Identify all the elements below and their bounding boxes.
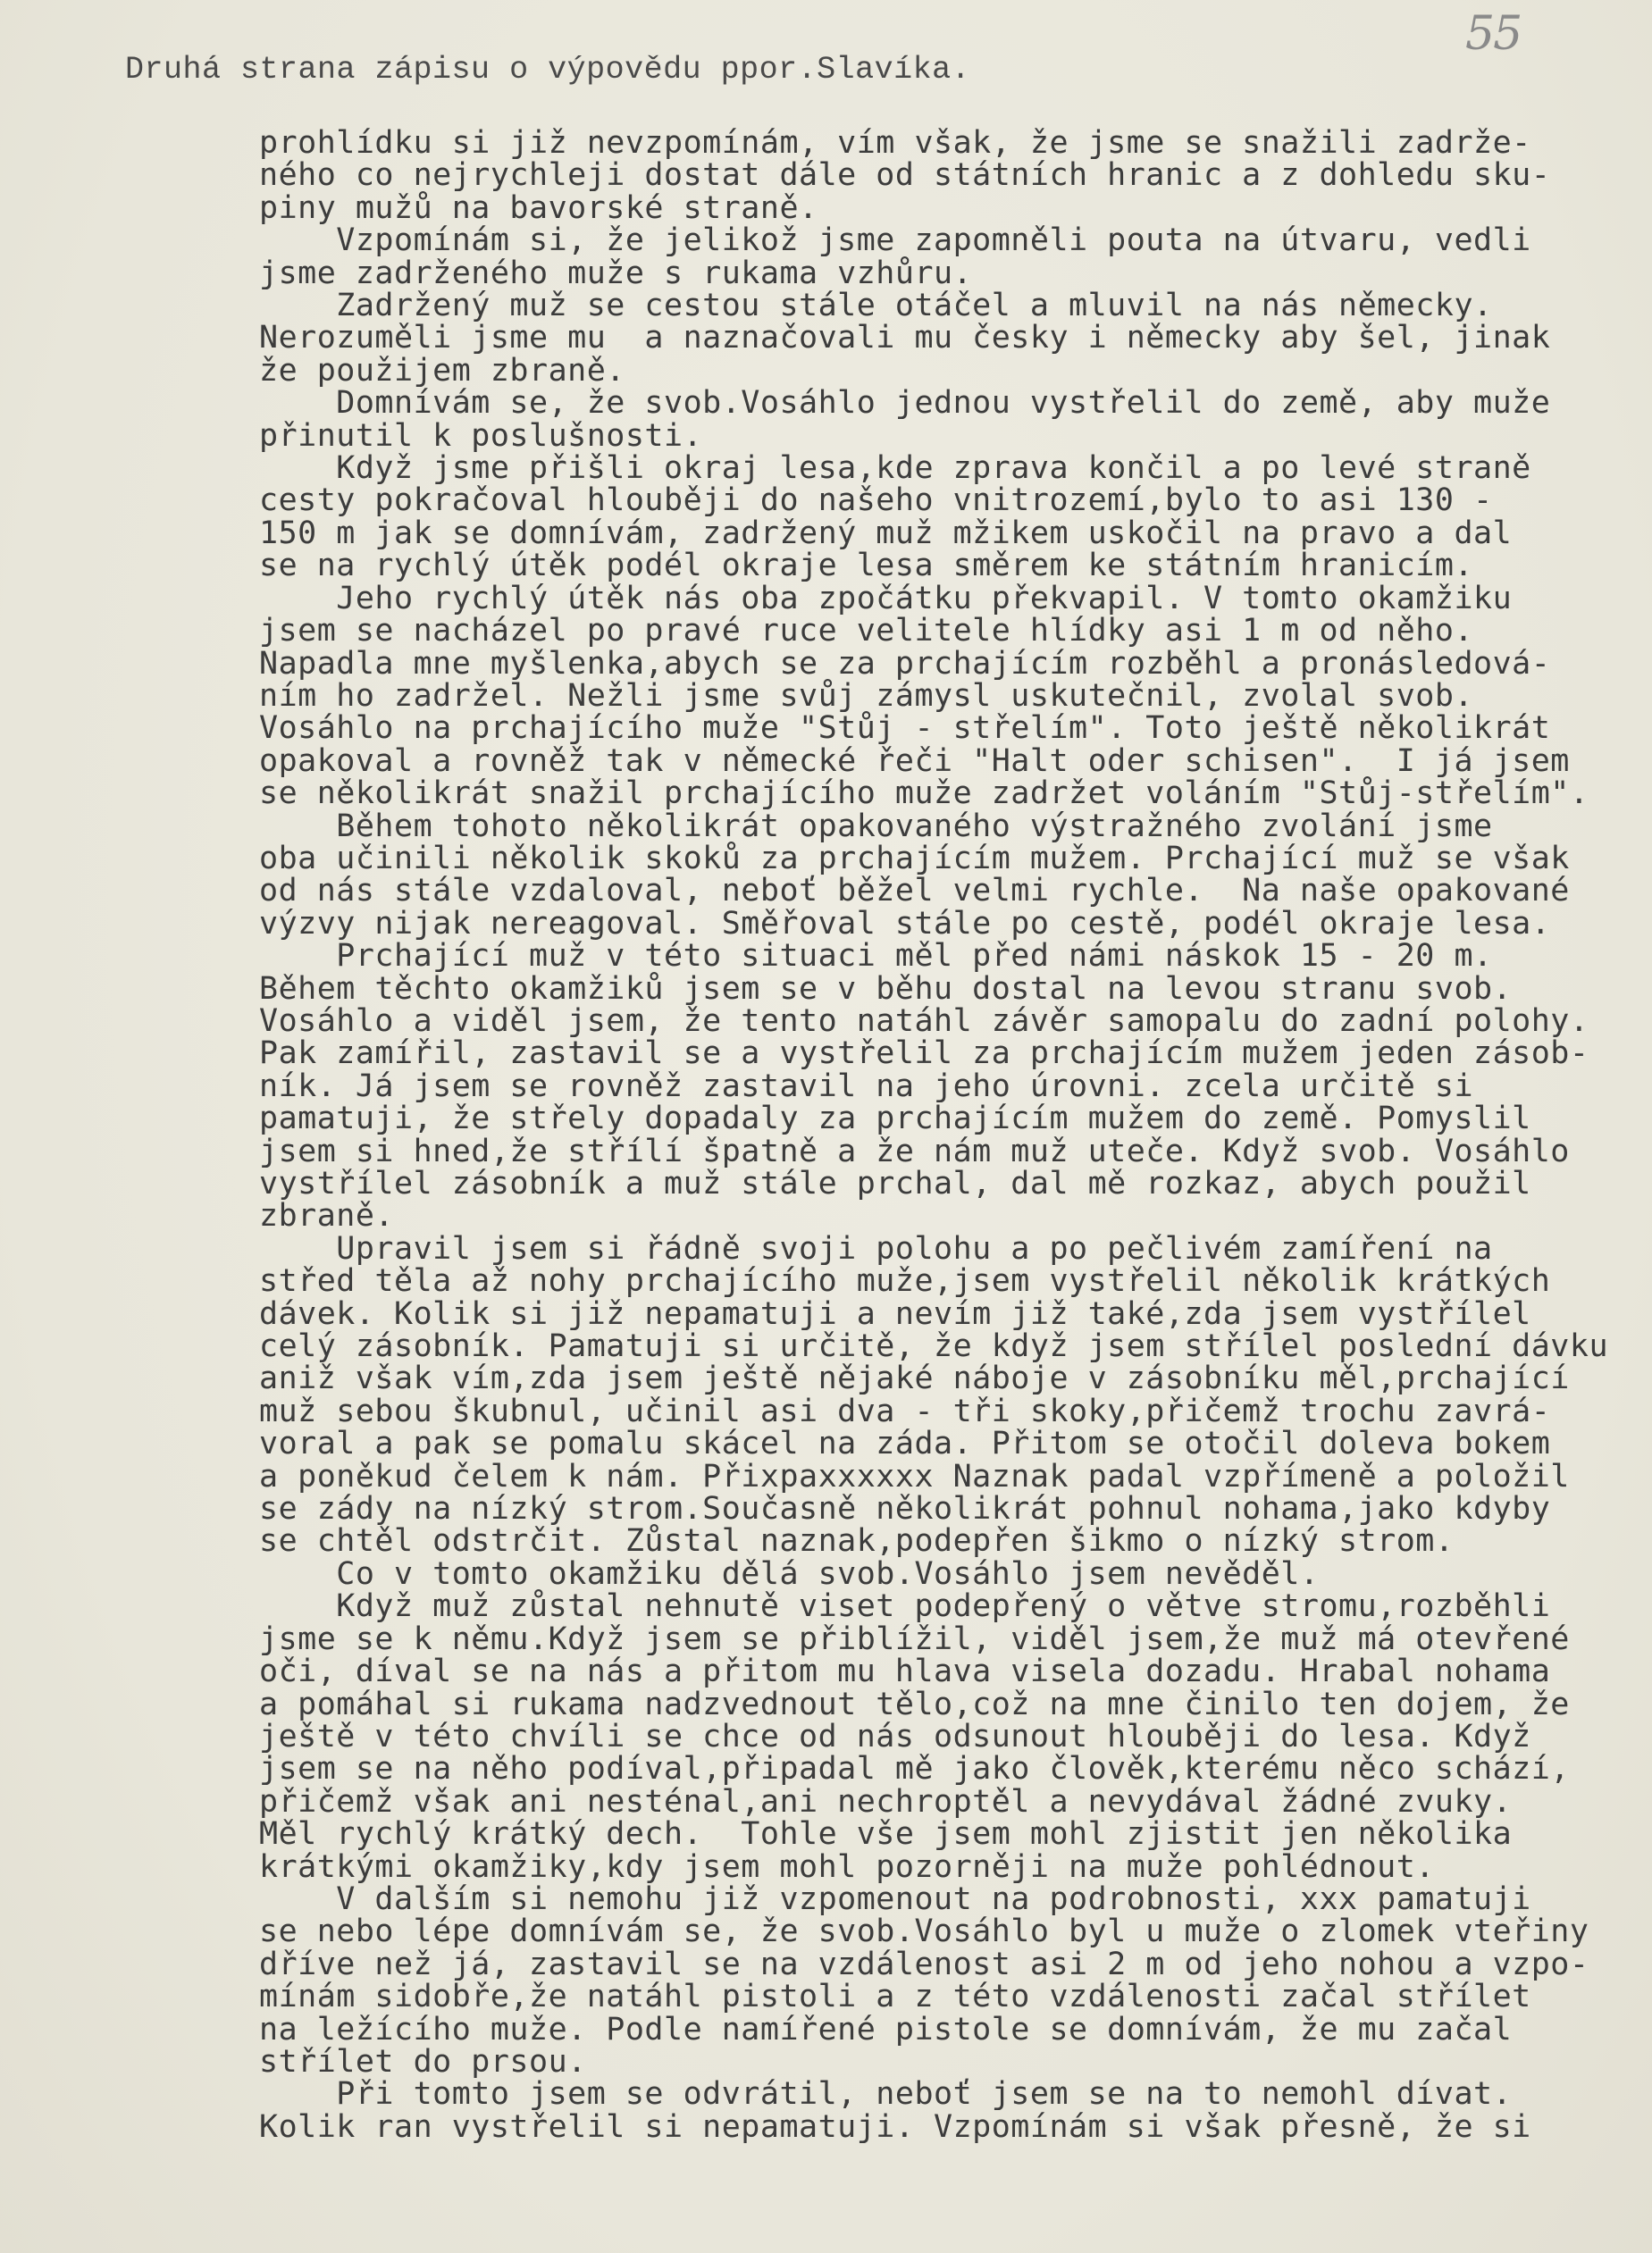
- text-line: aniž však vím,zda jsem ještě nějaké náboje v zásobníku měl,prchající: [259, 1361, 1570, 1397]
- text-line: muž sebou škubnul, učinil asi dva - tři skoky,přičemž trochu zavrá-: [259, 1393, 1551, 1429]
- text-line: přinutil k poslušnosti.: [259, 417, 703, 454]
- text-line: se nebo lépe domnívám se, že svob.Vosáhlo byl u muže o zlomek vteřiny: [259, 1914, 1589, 1950]
- text-line: na ležícího muže. Podle namířené pistole se domnívám, že mu začal: [259, 2011, 1513, 2048]
- text-line: ník. Já jsem se rovněž zastavil na jeho úrovni. zcela určitě si: [259, 1068, 1474, 1104]
- text-line: ného co nejrychleji dostat dále od státních hranic a z dohledu sku-: [259, 157, 1551, 194]
- text-line: zbraně.: [259, 1198, 395, 1235]
- text-line: Upravil jsem si řádně svoji polohu a po pečlivém zamíření na: [259, 1230, 1493, 1267]
- text-line: střed těla až nohy prchajícího muže,jsem vystřelil několik krátkých: [259, 1263, 1551, 1300]
- text-line: mínám sidobře,že natáhl pistoli a z této vzdálenosti začal střílet: [259, 1979, 1531, 2015]
- text-line: Pak zamířil, zastavil se a vystřelil za prchajícím mužem jeden zásob-: [259, 1035, 1589, 1072]
- text-line: oba učinili několik skoků za prchajícím mužem. Prchající muž se však: [259, 840, 1570, 876]
- text-line: Co v tomto okamžiku dělá svob.Vosáhlo jsem nevěděl.: [259, 1555, 1320, 1592]
- text-line: voral a pak se pomalu skácel na záda. Přitom se otočil doleva bokem: [259, 1426, 1551, 1462]
- text-line: dávek. Kolik si již nepamatuji a nevím již také,zda jsem vystřílel: [259, 1295, 1531, 1332]
- text-line: Zadržený muž se cestou stále otáčel a mluvil na nás německy.: [259, 288, 1493, 324]
- text-line: se chtěl odstrčit. Zůstal naznak,podepřen šikmo o nízký strom.: [259, 1523, 1455, 1560]
- text-line: Vzpomínám si, že jelikož jsme zapomněli pouta na útvaru, vedli: [259, 222, 1531, 259]
- text-line: Vosáhlo a viděl jsem, že tento natáhl závěr samopalu do zadní polohy.: [259, 1002, 1589, 1039]
- text-line: Kolik ran vystřelil si nepamatuji. Vzpomínám si však přesně, že si: [259, 2108, 1531, 2145]
- text-line: pamatuji, že střely dopadaly za prchajícím mužem do země. Pomyslil: [259, 1101, 1531, 1137]
- text-line: od nás stále vzdaloval, neboť běžel velmi rychle. Na naše opakované: [259, 873, 1570, 909]
- text-line: se několikrát snažil prchajícího muže zadržet voláním "Stůj-střelím".: [259, 775, 1589, 812]
- text-line: dříve než já, zastavil se na vzdálenost asi 2 m od jeho nohou a vzpo-: [259, 1946, 1589, 1982]
- text-line: a poněkud čelem k nám. Přixpaxxxxxx Naznak padal vzpřímeně a položil: [259, 1458, 1570, 1495]
- text-line: se na rychlý útěk podél okraje lesa směrem ke státním hranicím.: [259, 548, 1474, 584]
- text-line: Při tomto jsem se odvrátil, neboť jsem se na to nemohl dívat.: [259, 2076, 1513, 2113]
- text-line: ním ho zadržel. Nežli jsme svůj zámysl uskutečnil, zvolal svob.: [259, 677, 1474, 714]
- text-line: jsem se na něho podíval,připadal mě jako člověk,kterému něco schází,: [259, 1751, 1570, 1788]
- text-line: jsem se nacházel po pravé ruce velitele hlídky asi 1 m od něho.: [259, 613, 1474, 649]
- handwritten-page-number: 55: [1465, 7, 1522, 61]
- text-line: se zády na nízký strom.Současně několikrát pohnul nohama,jako kdyby: [259, 1491, 1551, 1528]
- text-line: Prchající muž v této situaci měl před námi náskok 15 - 20 m.: [259, 938, 1493, 975]
- text-line: jsem si hned,že střílí špatně a že nám muž uteče. Když svob. Vosáhlo: [259, 1133, 1570, 1169]
- text-line: že použijem zbraně.: [259, 352, 625, 389]
- text-line: vystřílel zásobník a muž stále prchal, dal mě rozkaz, abych použil: [259, 1166, 1531, 1202]
- text-line: Během tohoto několikrát opakovaného výstražného zvolání jsme: [259, 808, 1493, 844]
- document-header: Druhá strana zápisu o výpovědu ppor.Slavíka.: [125, 52, 971, 88]
- text-line: V dalším si nemohu již vzpomenout na podrobnosti, xxx pamatuji: [259, 1880, 1531, 1917]
- text-line: opakoval a rovněž tak v německé řeči "Halt oder schisen". I já jsem: [259, 742, 1570, 779]
- text-line: Měl rychlý krátký dech. Tohle vše jsem mohl zjistit jen několika: [259, 1816, 1513, 1853]
- text-line: Během těchto okamžiků jsem se v běhu dostal na levou stranu svob.: [259, 970, 1513, 1007]
- text-line: 150 m jak se domnívám, zadržený muž mžikem uskočil na pravo a dal: [259, 515, 1513, 551]
- text-line: Nerozuměli jsme mu a naznačovali mu česky i německy aby šel, jinak: [259, 320, 1551, 356]
- text-line: oči, díval se na nás a přitom mu hlava visela dozadu. Hrabal nohama: [259, 1654, 1551, 1690]
- text-line: výzvy nijak nereagoval. Směřoval stále po cestě, podél okraje lesa.: [259, 905, 1551, 942]
- text-line: cesty pokračoval hlouběji do našeho vnitrozemí,bylo to asi 130 -: [259, 482, 1493, 519]
- text-line: Domnívám se, že svob.Vosáhlo jednou vystřelil do země, aby muže: [259, 385, 1551, 422]
- text-line: jsme zadrženého muže s rukama vzhůru.: [259, 255, 973, 291]
- text-line: ještě v této chvíli se chce od nás odsunout hlouběji do lesa. Když: [259, 1718, 1531, 1755]
- text-line: Vosáhlo na prchajícího muže "Stůj - střelím". Toto ještě několikrát: [259, 710, 1551, 747]
- text-line: piny mužů na bavorské straně.: [259, 189, 818, 226]
- text-line: Napadla mne myšlenka,abych se za prchajícím rozběhl a pronásledová-: [259, 645, 1551, 682]
- text-line: krátkými okamžiky,kdy jsem mohl pozorněji na muže pohlédnout.: [259, 1848, 1435, 1885]
- text-line: jsme se k němu.Když jsem se přiblížil, viděl jsem,že muž má otevřené: [259, 1621, 1570, 1657]
- text-line: Když jsme přišli okraj lesa,kde zprava končil a po levé straně: [259, 450, 1531, 487]
- text-line: střílet do prsou.: [259, 2043, 587, 2080]
- text-line: přičemž však ani nesténal,ani nechroptěl a nevydával žádné zvuky.: [259, 1783, 1513, 1820]
- text-line: Když muž zůstal nehnutě viset podepřený o větve stromu,rozběhli: [259, 1588, 1551, 1625]
- text-line: Jeho rychlý útěk nás oba zpočátku překvapil. V tomto okamžiku: [259, 580, 1513, 616]
- text-line: prohlídku si již nevzpomínám, vím však, že jsme se snažili zadrže-: [259, 125, 1531, 161]
- document-body: [259, 127, 1635, 2143]
- text-line: a pomáhal si rukama nadzvednout tělo,což na mne činilo ten dojem, že: [259, 1686, 1570, 1722]
- text-line: celý zásobník. Pamatuji si určitě, že když jsem střílel poslední dávku: [259, 1328, 1609, 1365]
